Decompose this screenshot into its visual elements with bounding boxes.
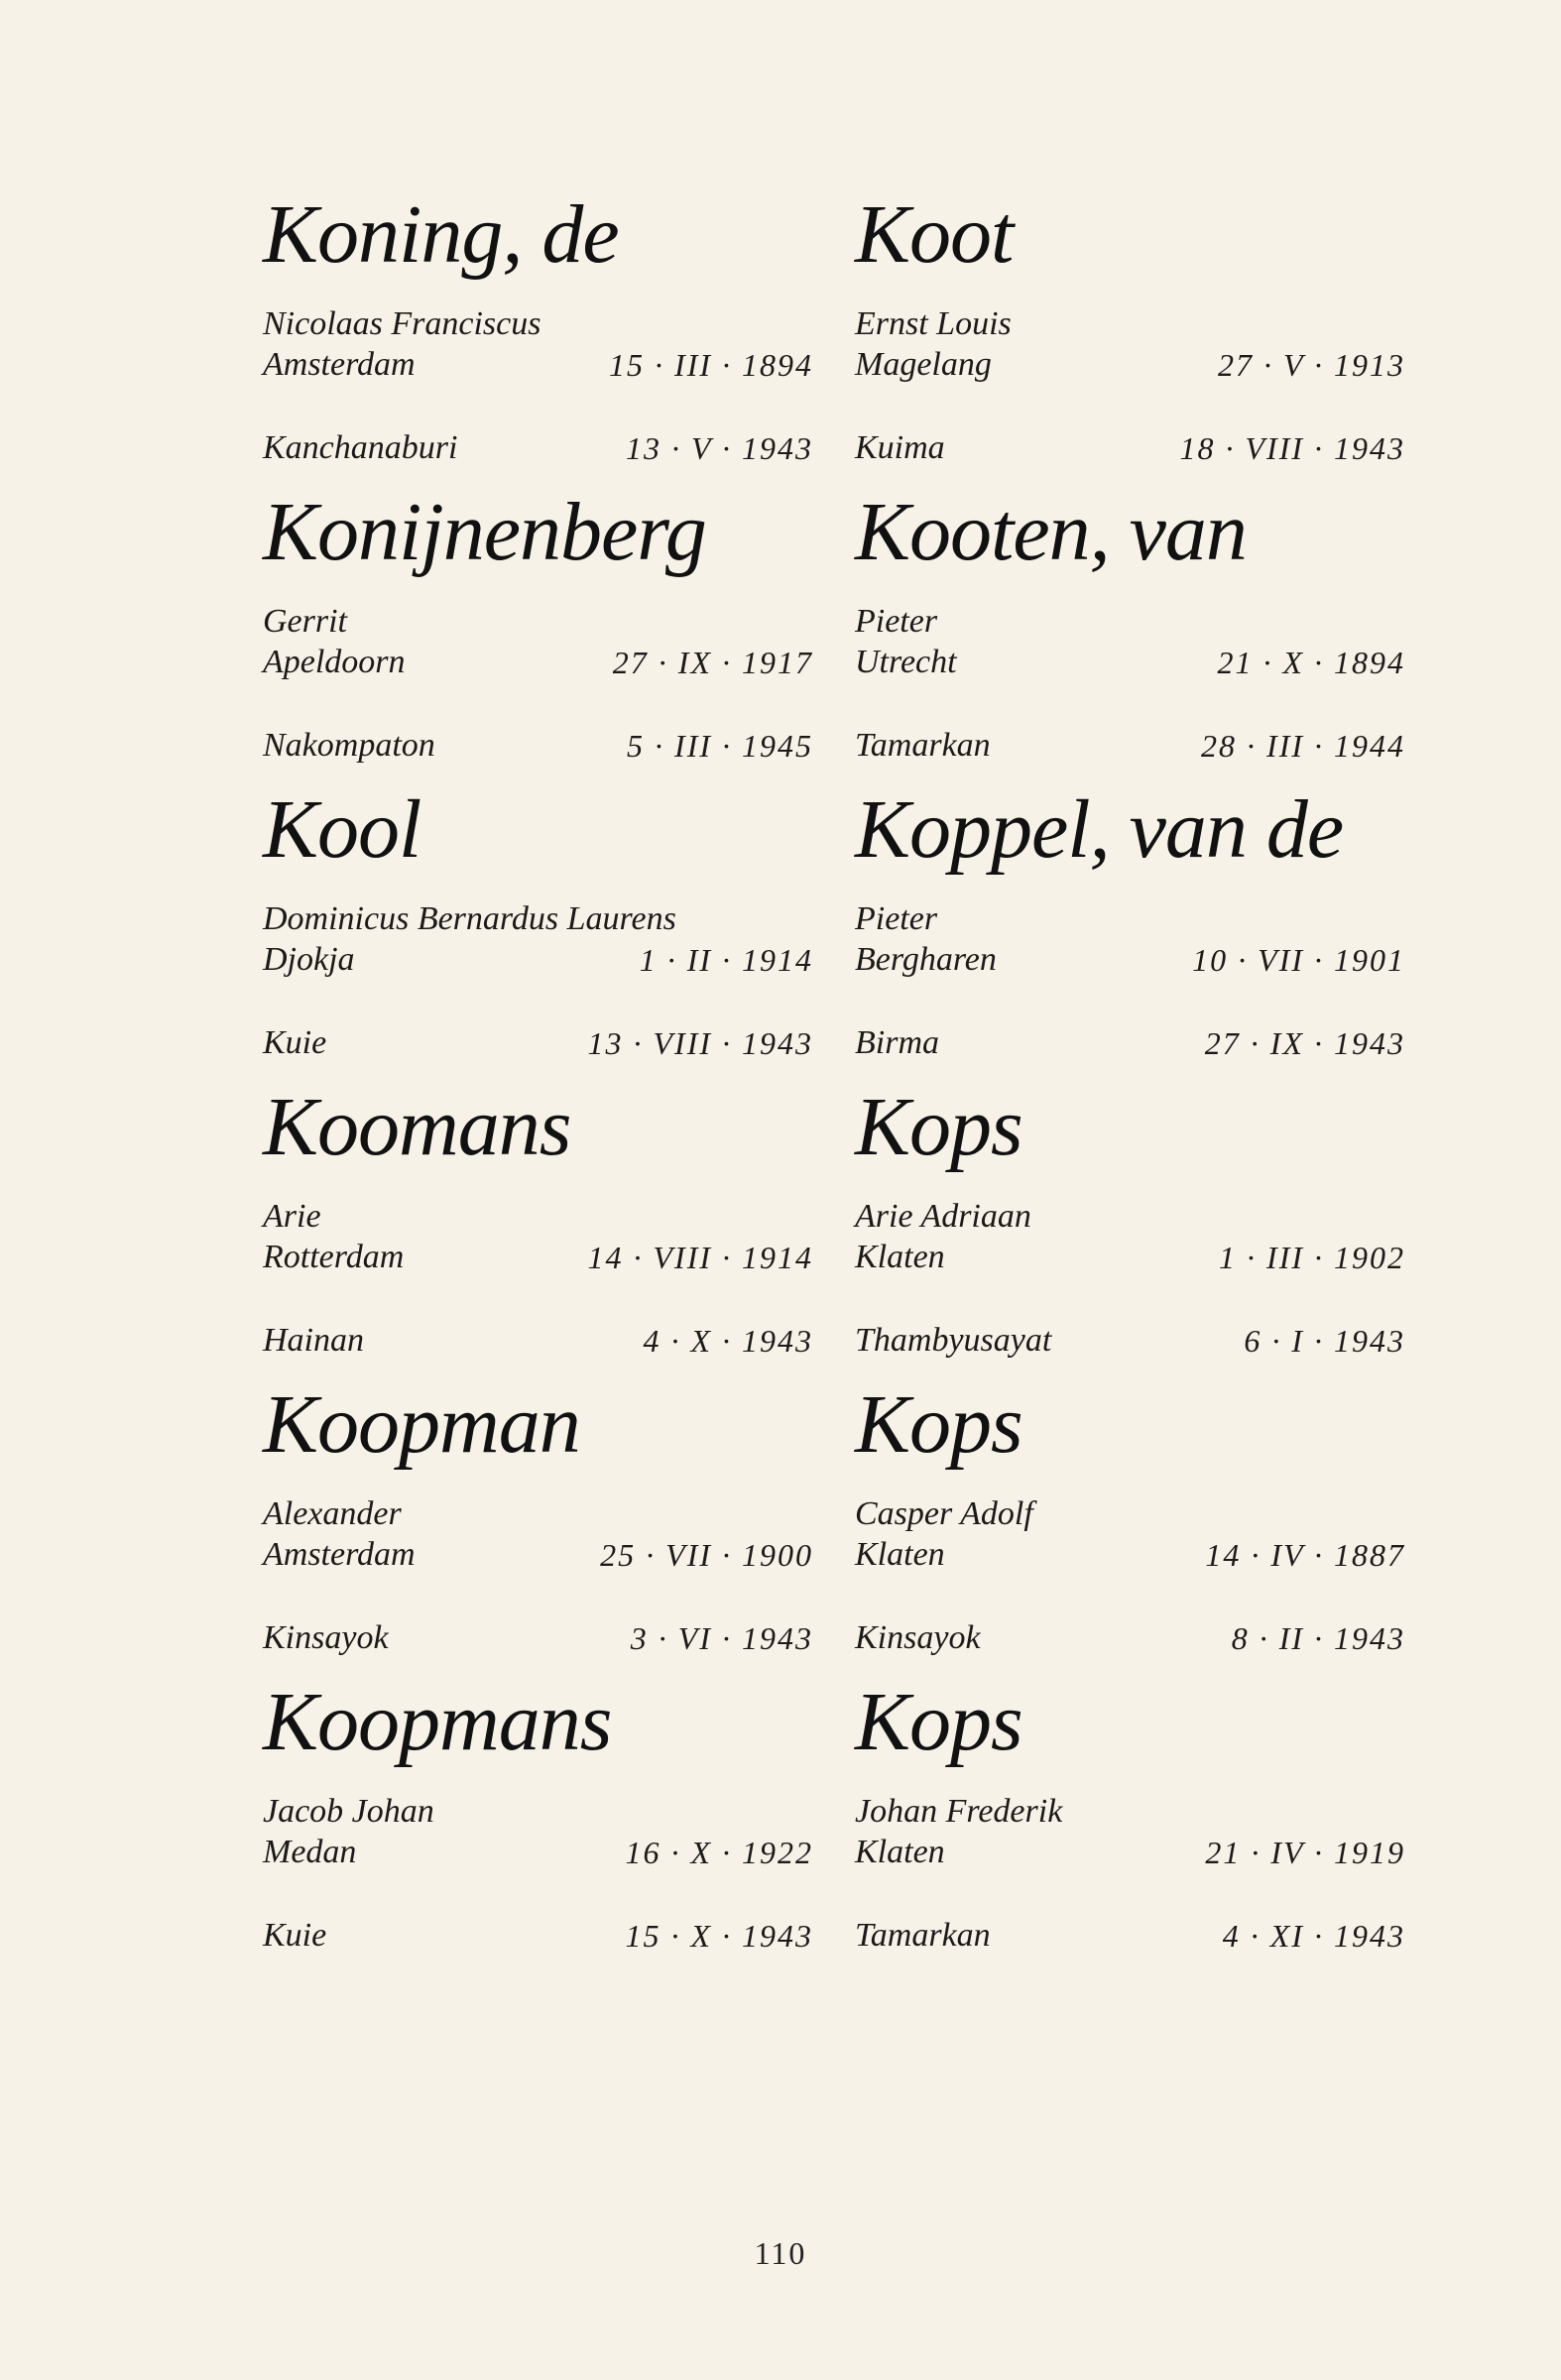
surname-heading: Kooten, van xyxy=(855,486,1247,578)
name-entry xyxy=(263,783,813,1086)
birth-line xyxy=(855,1833,1405,1872)
name-entry xyxy=(855,188,1405,491)
death-line xyxy=(263,1023,813,1063)
left-column xyxy=(263,188,813,1978)
death-place: Kinsayok xyxy=(855,1619,981,1656)
name-entry xyxy=(263,1378,813,1681)
death-line xyxy=(263,428,813,468)
surname-heading: Kops xyxy=(855,1676,1022,1768)
death-line xyxy=(263,726,813,766)
surname-heading: Koot xyxy=(855,188,1014,281)
given-names xyxy=(855,304,1405,344)
death-line xyxy=(263,1618,813,1658)
given-names xyxy=(263,1197,813,1237)
given-names-text: Jacob Johan xyxy=(263,1793,434,1830)
surname-heading: Koopman xyxy=(263,1378,580,1471)
birth-place: Rotterdam xyxy=(263,1239,405,1275)
surname-heading: Koppel, van de xyxy=(855,783,1344,876)
given-names xyxy=(263,1792,813,1832)
death-date: 8 · II · 1943 xyxy=(1231,1620,1405,1656)
death-date: 3 · VI · 1943 xyxy=(630,1620,813,1656)
birth-place: Apeldoorn xyxy=(263,644,406,680)
birth-place: Magelang xyxy=(855,346,992,383)
given-names xyxy=(855,899,1405,939)
given-names-text: Gerrit xyxy=(263,603,347,640)
birth-place: Klaten xyxy=(855,1239,945,1275)
birth-line xyxy=(855,1238,1405,1277)
birth-place: Klaten xyxy=(855,1834,945,1870)
page-number: 110 xyxy=(754,2235,807,2271)
surname-heading: Koomans xyxy=(263,1081,571,1173)
given-names-text: Nicolaas Franciscus xyxy=(263,305,541,342)
death-date: 13 · VIII · 1943 xyxy=(587,1025,813,1061)
birth-date: 21 · IV · 1919 xyxy=(1205,1835,1405,1870)
birth-line xyxy=(263,1833,813,1872)
death-line xyxy=(855,428,1405,468)
given-names xyxy=(263,1494,813,1534)
death-place: Kuie xyxy=(263,1024,327,1061)
death-line xyxy=(855,1321,1405,1361)
birth-line xyxy=(263,1535,813,1575)
name-entry xyxy=(855,1081,1405,1383)
given-names xyxy=(855,1197,1405,1237)
birth-place: Amsterdam xyxy=(263,346,416,383)
given-names xyxy=(263,602,813,642)
birth-date: 27 · IX · 1917 xyxy=(612,645,813,680)
surname-heading: Konijnenberg xyxy=(263,486,706,578)
birth-line xyxy=(855,643,1405,682)
death-date: 27 · IX · 1943 xyxy=(1204,1025,1405,1061)
birth-place: Medan xyxy=(263,1834,357,1870)
birth-date: 1 · III · 1902 xyxy=(1219,1240,1405,1275)
death-place: Tamarkan xyxy=(855,1917,991,1954)
death-date: 13 · V · 1943 xyxy=(626,430,813,466)
death-place: Birma xyxy=(855,1024,939,1061)
birth-date: 14 · VIII · 1914 xyxy=(587,1240,813,1275)
birth-line xyxy=(263,643,813,682)
given-names-text: Pieter xyxy=(855,900,938,937)
birth-date: 16 · X · 1922 xyxy=(625,1835,813,1870)
name-entry xyxy=(263,486,813,788)
surname-heading: Kool xyxy=(263,783,421,876)
birth-date: 1 · II · 1914 xyxy=(639,942,813,978)
given-names xyxy=(855,1494,1405,1534)
given-names xyxy=(855,1792,1405,1832)
birth-date: 10 · VII · 1901 xyxy=(1192,942,1405,978)
death-date: 5 · III · 1945 xyxy=(627,728,813,764)
given-names xyxy=(855,602,1405,642)
birth-line xyxy=(263,1238,813,1277)
death-place: Nakompaton xyxy=(263,727,435,764)
death-place: Kuima xyxy=(855,429,945,466)
birth-place: Klaten xyxy=(855,1536,945,1573)
birth-date: 21 · X · 1894 xyxy=(1217,645,1405,680)
death-line xyxy=(855,1618,1405,1658)
birth-line xyxy=(855,345,1405,385)
death-line xyxy=(855,726,1405,766)
birth-line xyxy=(263,940,813,980)
given-names xyxy=(263,304,813,344)
birth-date: 14 · IV · 1887 xyxy=(1205,1537,1405,1573)
given-names-text: Arie Adriaan xyxy=(855,1198,1031,1235)
given-names-text: Ernst Louis xyxy=(855,305,1012,342)
given-names xyxy=(263,899,813,939)
birth-place: Bergharen xyxy=(855,941,997,978)
birth-place: Djokja xyxy=(263,941,355,978)
death-place: Hainan xyxy=(263,1322,364,1359)
death-date: 6 · I · 1943 xyxy=(1244,1323,1405,1359)
death-line xyxy=(263,1321,813,1361)
name-entry xyxy=(855,783,1405,1086)
death-line xyxy=(855,1916,1405,1956)
name-entry xyxy=(855,1378,1405,1681)
birth-line xyxy=(263,345,813,385)
surname-heading: Kops xyxy=(855,1081,1022,1173)
name-entry xyxy=(855,1676,1405,1978)
birth-place: Utrecht xyxy=(855,644,957,680)
birth-line xyxy=(855,940,1405,980)
birth-date: 25 · VII · 1900 xyxy=(600,1537,813,1573)
death-date: 18 · VIII · 1943 xyxy=(1179,430,1405,466)
birth-line xyxy=(855,1535,1405,1575)
death-date: 15 · X · 1943 xyxy=(625,1918,813,1954)
birth-place: Amsterdam xyxy=(263,1536,416,1573)
name-entry xyxy=(263,1676,813,1978)
surname-heading: Koopmans xyxy=(263,1676,612,1768)
death-date: 4 · X · 1943 xyxy=(643,1323,813,1359)
birth-date: 15 · III · 1894 xyxy=(609,347,813,383)
name-entry xyxy=(263,1081,813,1383)
death-place: Kuie xyxy=(263,1917,327,1954)
death-place: Kinsayok xyxy=(263,1619,389,1656)
surname-heading: Kops xyxy=(855,1378,1022,1471)
surname-heading: Koning, de xyxy=(263,188,619,281)
death-place: Thambyusayat xyxy=(855,1322,1052,1359)
given-names-text: Pieter xyxy=(855,603,938,640)
death-place: Tamarkan xyxy=(855,727,991,764)
death-date: 4 · XI · 1943 xyxy=(1222,1918,1405,1954)
death-line xyxy=(263,1916,813,1956)
death-date: 28 · III · 1944 xyxy=(1201,728,1405,764)
death-line xyxy=(855,1023,1405,1063)
given-names-text: Arie xyxy=(263,1198,321,1235)
birth-date: 27 · V · 1913 xyxy=(1218,347,1405,383)
given-names-text: Dominicus Bernardus Laurens xyxy=(263,900,676,937)
given-names-text: Casper Adolf xyxy=(855,1495,1033,1532)
right-column xyxy=(855,188,1405,1978)
given-names-text: Alexander xyxy=(263,1495,402,1532)
given-names-text: Johan Frederik xyxy=(855,1793,1063,1830)
death-place: Kanchanaburi xyxy=(263,429,458,466)
name-entry xyxy=(263,188,813,491)
name-entry xyxy=(855,486,1405,788)
